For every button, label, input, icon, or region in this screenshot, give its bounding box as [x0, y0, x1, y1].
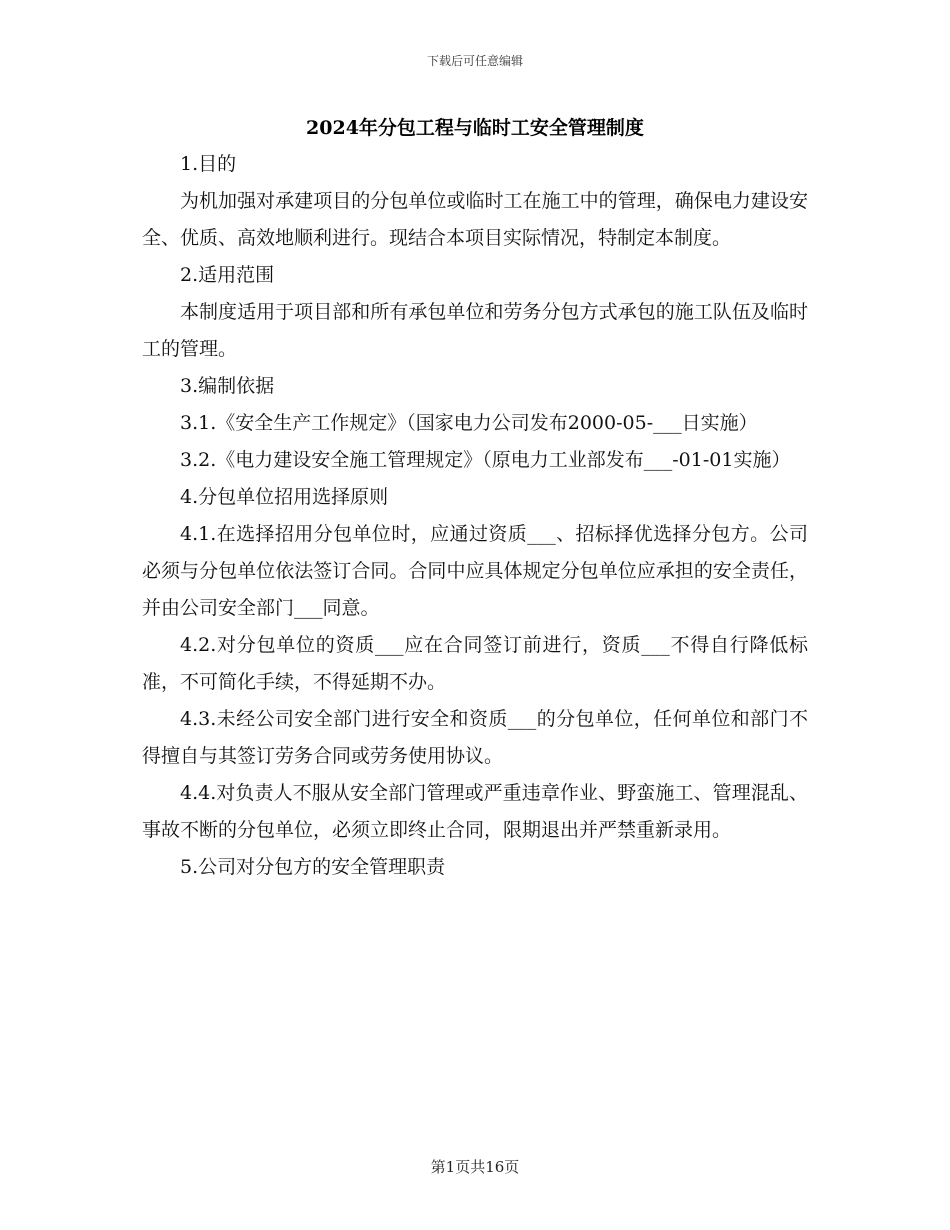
paragraph-selection-4-3: 4.3.未经公司安全部门进行安全和资质___的分包单位，任何单位和部门不得擅自与其签订劳务合同或劳务使用协议。 [142, 708, 808, 767]
document-body [142, 146, 808, 886]
document-title: 2024年分包工程与临时工安全管理制度 [306, 117, 644, 139]
paragraph-selection-4-1: 4.1.在选择招用分包单位时，应通过资质___、招标择优选择分包方。公司必须与分包单位依法签订合同。合同中应具体规定分包单位应承担的安全责任，并由公司安全部门___同意。 [142, 523, 808, 619]
page-header-note: 下载后可任意编辑 [426, 54, 523, 68]
paragraph-selection-4-4: 4.4.对负责人不服从安全部门管理或严重违章作业、野蛮施工、管理混乱、事故不断的分包单位，必须立即终止合同，限期退出并严禁重新录用。 [142, 782, 808, 841]
section-heading-purpose: 1.目的 [180, 153, 237, 175]
paragraph-scope: 本制度适用于项目部和所有承包单位和劳务分包方式承包的施工队伍及临时工的管理。 [142, 301, 808, 360]
paragraph-basis-3-1: 3.1.《安全生产工作规定》（国家电力公司发布2000-05-___日实施） [180, 412, 758, 434]
paragraph-basis-3-2: 3.2.《电力建设安全施工管理规定》（原电力工业部发布___-01-01实施） [180, 449, 791, 471]
section-heading-basis: 3.编制依据 [180, 375, 275, 397]
section-heading-selection: 4.分包单位招用选择原则 [180, 486, 389, 508]
paragraph-purpose: 为机加强对承建项目的分包单位或临时工在施工中的管理，确保电力建设安全、优质、高效地顺利进行。现结合本项目实际情况，特制定本制度。 [142, 190, 808, 249]
paragraph-selection-4-2: 4.2.对分包单位的资质___应在合同签订前进行，资质___不得自行降低标准，不可简化手续，不得延期不办。 [142, 634, 808, 693]
section-heading-scope: 2.适用范围 [180, 264, 275, 286]
page-footer-number: 第1页共16页 [430, 1158, 520, 1176]
section-heading-duties: 5.公司对分包方的安全管理职责 [180, 856, 446, 878]
